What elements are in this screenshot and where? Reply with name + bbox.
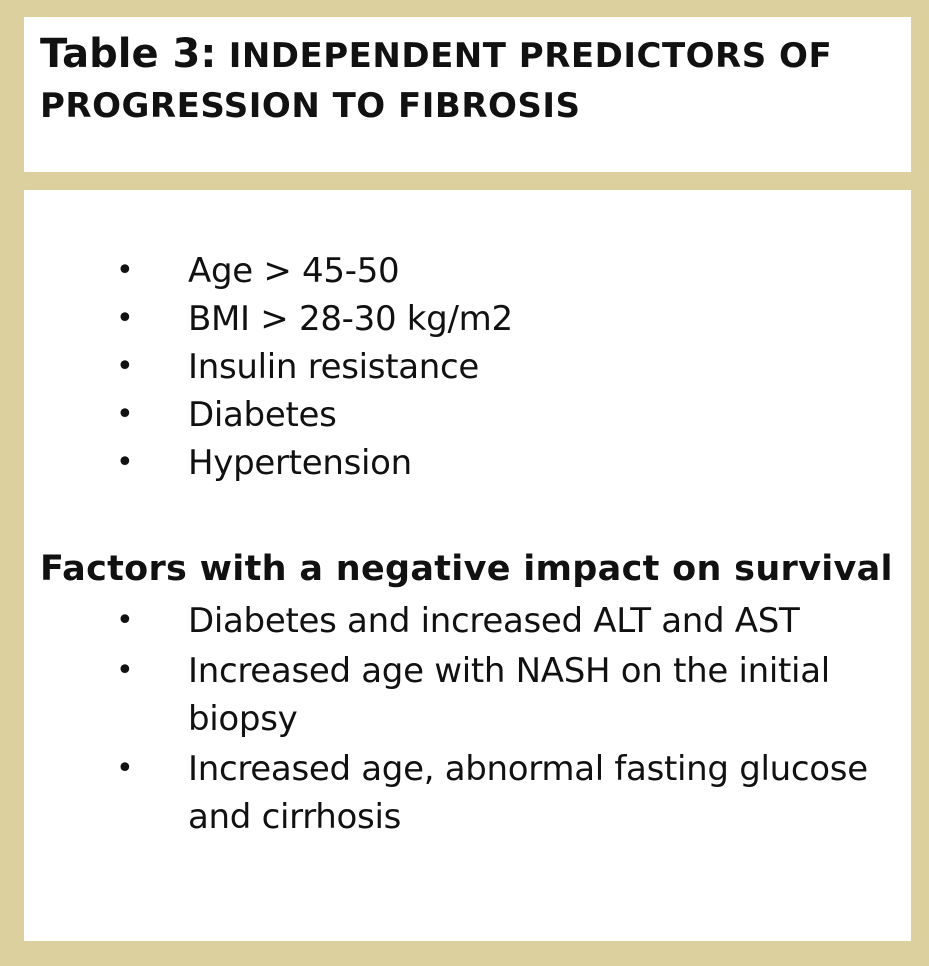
- list-item: [40, 343, 895, 391]
- bullet-icon: •: [116, 301, 134, 336]
- list-item: [40, 391, 895, 439]
- bullet-icon: •: [116, 253, 134, 288]
- bullet-icon: •: [116, 349, 134, 384]
- list-item: [40, 647, 895, 743]
- list-item: [40, 597, 895, 645]
- list-item: [40, 745, 895, 841]
- bullet-icon: •: [116, 751, 134, 786]
- table-title: [40, 29, 895, 131]
- list-item: [40, 295, 895, 343]
- list-item-text: Insulin resistance: [188, 347, 480, 387]
- bullet-icon: •: [116, 397, 134, 432]
- list-item: [40, 439, 895, 487]
- list-item-text: Diabetes and increased ALT and AST: [188, 601, 800, 641]
- list-item: [40, 247, 895, 295]
- list-item-text: Age > 45-50: [188, 251, 400, 291]
- bullet-icon: •: [116, 445, 134, 480]
- list-item-text: Diabetes: [188, 395, 337, 435]
- list-item-text: Hypertension: [188, 443, 412, 483]
- list-item-text: BMI > 28-30 kg/m2: [188, 299, 513, 339]
- list-item-text: Increased age, abnormal fasting glucose and cirrhosis: [188, 749, 868, 837]
- survival-heading: Factors with a negative impact on survival: [40, 549, 893, 589]
- bullet-icon: •: [116, 603, 134, 638]
- title-panel: [24, 17, 911, 172]
- content-panel: [24, 190, 911, 941]
- bullet-icon: •: [116, 653, 134, 688]
- predictors-list: [40, 247, 895, 487]
- list-item-text: Increased age with NASH on the initial biopsy: [188, 651, 830, 739]
- table-title-text: INDEPENDENT PREDICTORS OF PROGRESSION TO FIBROSIS: [40, 36, 833, 126]
- survival-factors-list: [40, 597, 895, 841]
- table-number: Table 3:: [40, 31, 217, 77]
